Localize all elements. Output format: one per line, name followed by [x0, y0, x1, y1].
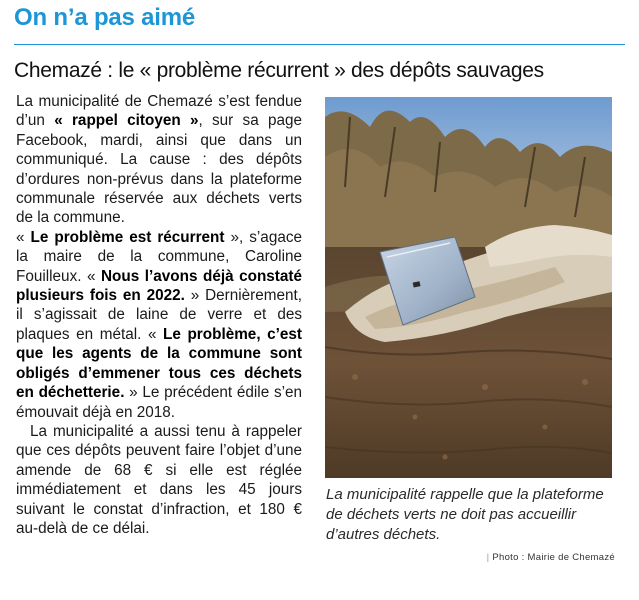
section-title: On n’a pas aimé [14, 4, 196, 31]
paragraph-1: La municipalité de Chemazé s’est fendue d’un « rappel citoyen », sur sa page Facebook, mardi, ainsi que dans un communiqué. La cause : des dépôts d’ordures non-prévus dans la plateforme communale réservée aux déchets verts de la commune. [16, 93, 303, 227]
photo-credit: | Photo : Mairie de Chemazé [486, 552, 615, 563]
paragraph-3: La municipalité a aussi tenu à rappeler que ces dépôts peuvent faire l’objet d’une amende de 68 € si elle est réglée immédiatement et dans les 45 jours suivant le constat d’infraction, et 180 € au-delà de ce délai. [16, 422, 302, 537]
dumped-waste-photo-illustration [325, 97, 612, 478]
article-photo [325, 97, 612, 478]
paragraph-2: « Le problème est récurrent », s’agace la maire de la commune, Caroline Fouilleux. « Nous l’avons déjà constaté plusieurs fois en 2022. » Dernièrement, il s’agissait de laine de verre et des plaques en métal. « Le problème, c’est que les agents de la commune sont obligés d’emmener tous ces déchets en déchetterie. » Le précédent édile s’en émouvait déjà en 2018. [16, 228, 303, 421]
section-divider [14, 44, 625, 45]
credit-separator: | [486, 552, 490, 563]
article-body [16, 92, 302, 538]
photo-caption: La municipalité rappelle que la plateforme de déchets verts ne doit pas accueillir d’autres déchets. [326, 486, 604, 543]
article-headline: Chemazé : le « problème récurrent » des dépôts sauvages [14, 59, 544, 82]
